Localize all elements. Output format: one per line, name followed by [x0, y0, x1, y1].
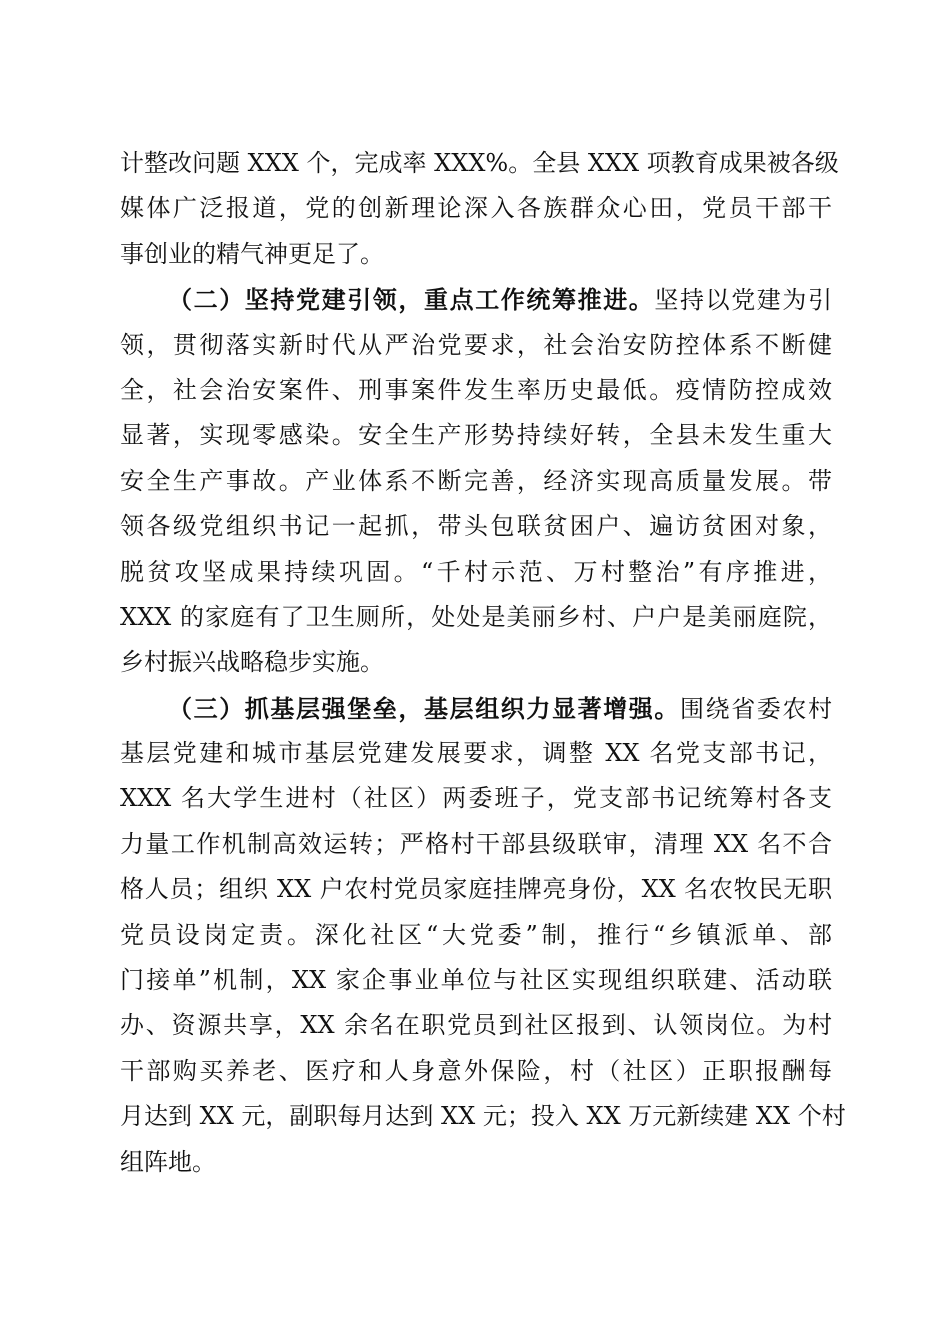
p3-line-2: XXX 名大学生进村（社区）两委班子，党支部书记统筹村各支 — [120, 784, 832, 813]
p1-line-1: 计整改问题 XXX 个，完成率 XXX%。全县 XXX 项教育成果被各级 — [120, 149, 839, 177]
p2-line-3: 显著，实现零感染。安全生产形势持续好转，全县未发生重大 — [120, 421, 832, 450]
p3-line-8: 干部购买养老、医疗和人身意外保险，村（社区）正职报酬每 — [120, 1056, 832, 1085]
p2-line-8: 乡村振兴战略稳步实施。 — [120, 648, 384, 677]
p2-line-7: XXX 的家庭有了卫生厕所，处处是美丽乡村、户户是美丽庭院， — [120, 602, 832, 631]
document-body — [120, 141, 846, 1185]
p3-line-6: 门接单”机制，XX 家企事业单位与社区实现组织联建、活动联 — [120, 966, 832, 995]
p3-line-9: 月达到 XX 元，副职每月达到 XX 元；投入 XX 万元新续建 XX 个村 — [120, 1102, 846, 1131]
p3-first-line — [120, 686, 832, 731]
p1-line-3: 事创业的精气神更足了。 — [120, 239, 384, 268]
p3-line-3: 力量工作机制高效运转；严格村干部县级联审，清理 XX 名不合 — [120, 829, 832, 858]
p3-first-line-rest: 围绕省委农村 — [680, 694, 832, 723]
p3-line-1: 基层党建和城市基层党建发展要求，调整 XX 名党支部书记， — [120, 739, 832, 768]
p2-line-2: 全，社会治安案件、刑事案件发生率历史最低。疫情防控成效 — [120, 375, 832, 404]
p2-first-line — [120, 277, 832, 322]
p2-heading: （二）坚持党建引领，重点工作统筹推进。 — [168, 285, 655, 315]
p3-heading: （三）抓基层强堡垒，基层组织力显著增强。 — [168, 693, 680, 723]
p2-line-5: 领各级党组织书记一起抓，带头包联贫困户、遍访贫困对象， — [120, 512, 832, 541]
p2-first-line-rest: 坚持以党建为引 — [654, 286, 833, 315]
p3-line-7: 办、资源共享，XX 余名在职党员到社区报到、认领岗位。为村 — [120, 1011, 832, 1040]
p2-line-1: 领，贯彻落实新时代从严治党要求，社会治安防控体系不断健 — [120, 330, 832, 359]
p2-line-4: 安全生产事故。产业体系不断完善，经济实现高质量发展。带 — [120, 466, 832, 495]
p2-line-6: 脱贫攻坚成果持续巩固。“千村示范、万村整治”有序推进， — [120, 557, 832, 586]
p3-line-10: 组阵地。 — [120, 1147, 216, 1176]
p1-line-2: 媒体广泛报道，党的创新理论深入各族群众心田，党员干部干 — [120, 194, 832, 223]
p3-line-4: 格人员；组织 XX 户农村党员家庭挂牌亮身份，XX 名农牧民无职 — [120, 875, 832, 904]
p3-line-5: 党员设岗定责。深化社区“大党委”制，推行“乡镇派单、部 — [120, 920, 832, 949]
